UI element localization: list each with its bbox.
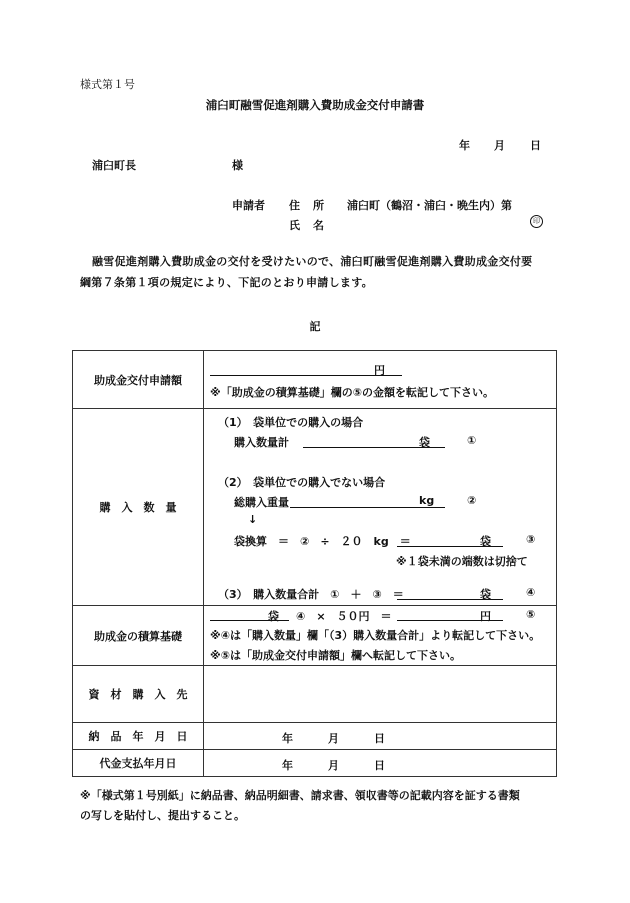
- payment-year: 年: [282, 759, 293, 772]
- table-row-delivery-date: [73, 723, 557, 750]
- payment-date-label: 代金支払年月日: [73, 750, 204, 777]
- table-row-calculation-basis: [73, 606, 557, 666]
- delivery-month: 月: [328, 732, 339, 745]
- delivery-date-cell[interactable]: [204, 723, 557, 750]
- body-text-line-2: 綱第７条第１項の規定により、下記のとおり申請します。: [80, 276, 373, 289]
- grant-amount-note: ※「助成金の積算基礎」欄の⑤の金額を転記して下さい。: [210, 386, 495, 399]
- case1-item: 購入数量計: [234, 436, 289, 449]
- case2-title: （2） 袋単位での購入でない場合: [218, 476, 386, 489]
- quantity-label: 購 入 数 量: [73, 409, 204, 606]
- payment-month: 月: [328, 759, 339, 772]
- table-row-quantity: [73, 409, 557, 606]
- quantity-cell[interactable]: [204, 409, 557, 606]
- supplier-cell[interactable]: [204, 666, 557, 723]
- bag-conversion-mark: ③: [526, 533, 536, 546]
- case2-unit: kg: [419, 494, 435, 507]
- addressee: 浦臼町長: [92, 159, 136, 172]
- calc-formula: ④ × ５０円 ＝: [296, 610, 392, 623]
- delivery-year: 年: [282, 732, 293, 745]
- calc-note-1: ※④は「購入数量」欄「（3）購入数量合計」より転記して下さい。: [210, 629, 541, 642]
- date-month-label: 月: [494, 139, 505, 152]
- calculation-basis-label: 助成金の積算基礎: [73, 606, 204, 666]
- form-number: 様式第１号: [80, 78, 135, 91]
- calc-yen-unit: 円: [480, 610, 491, 623]
- calc-bag-unit: 袋: [268, 610, 279, 623]
- applicant-label: 申請者: [232, 199, 265, 212]
- application-table: [72, 350, 557, 777]
- document-title: 浦臼町融雪促進剤購入費助成金交付申請書: [205, 98, 425, 112]
- calculation-basis-cell[interactable]: [204, 606, 557, 666]
- delivery-date-label: 納 品 年 月 日: [73, 723, 204, 750]
- case1-mark: ①: [467, 434, 477, 447]
- bag-conversion-formula: 袋換算 ＝ ② ÷ ２０ kg ＝: [234, 535, 411, 548]
- name-label-2: 名: [313, 219, 324, 232]
- calc-note-2: ※⑤は「助成金交付申請額」欄へ転記して下さい。: [210, 649, 462, 662]
- seal-icon: 印: [530, 215, 543, 228]
- body-text-line-1: 融雪促進剤購入費助成金の交付を受けたいので、浦臼町融雪促進剤購入費助成金交付要: [92, 255, 533, 268]
- bag-conversion-unit: 袋: [480, 535, 491, 548]
- case3-formula: （3） 購入数量合計 ① ＋ ③ ＝: [218, 588, 404, 601]
- case2-mark: ②: [467, 494, 477, 507]
- bag-conversion-note: ※１袋未満の端数は切捨て: [396, 555, 528, 568]
- grant-amount-unit: 円: [374, 364, 385, 377]
- case3-mark: ④: [526, 586, 536, 599]
- case1-title: （1） 袋単位での購入の場合: [218, 416, 364, 429]
- payment-date-cell[interactable]: [204, 750, 557, 777]
- payment-day: 日: [374, 759, 385, 772]
- table-row-supplier: [73, 666, 557, 723]
- case2-item: 総購入重量: [234, 496, 289, 509]
- delivery-day: 日: [374, 732, 385, 745]
- footer-note-line-1: ※「様式第１号別紙」に納品書、納品明細書、請求書、領収書等の記載内容を証する書類: [80, 789, 520, 802]
- address-value: 浦臼町（鶴沼・浦臼・晩生内）第: [347, 199, 512, 212]
- supplier-label: 資 材 購 入 先: [73, 666, 204, 723]
- date-day-label: 日: [530, 139, 541, 152]
- address-label-1: 住: [289, 199, 300, 212]
- calc-mark: ⑤: [526, 608, 536, 621]
- down-arrow-icon: ↓: [248, 513, 258, 526]
- grant-amount-label: 助成金交付申請額: [73, 351, 204, 409]
- case1-unit: 袋: [419, 436, 430, 449]
- address-label-2: 所: [313, 199, 324, 212]
- date-year-label: 年: [459, 139, 470, 152]
- name-label-1: 氏: [289, 219, 300, 232]
- table-row-payment-date: [73, 750, 557, 777]
- grant-amount-cell[interactable]: [204, 351, 557, 409]
- addressee-honorific: 様: [232, 159, 243, 172]
- case3-unit: 袋: [480, 588, 491, 601]
- table-row-grant-amount: [73, 351, 557, 409]
- footer-note-line-2: の写しを貼付し、提出すること。: [80, 809, 245, 822]
- ki-heading: 記: [309, 320, 321, 333]
